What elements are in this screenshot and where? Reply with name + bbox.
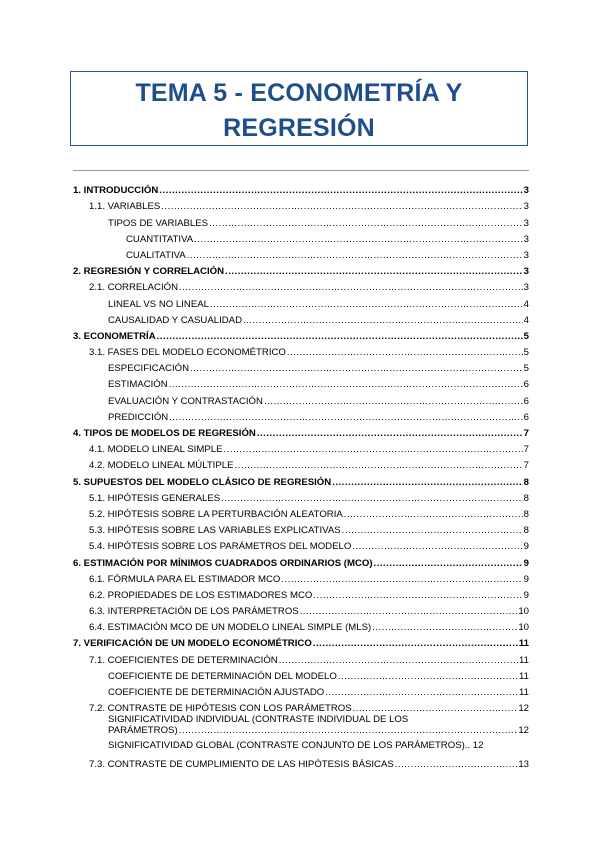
toc-entry-label: 3. ECONOMETRÍA — [73, 330, 156, 342]
toc-entry-page: 10 — [518, 622, 529, 634]
toc-entry-page: 8 — [523, 492, 529, 504]
toc-leader-dots — [300, 606, 518, 617]
toc-leader-dots — [179, 725, 518, 736]
toc-leader-dots — [313, 638, 518, 649]
toc-entry-page: 4 — [523, 298, 529, 310]
toc-entry-label: 5.3. HIPÓTESIS SOBRE LAS VARIABLES EXPLICATIVAS — [89, 525, 341, 537]
toc-entry-label: PREDICCIÓN — [108, 411, 169, 423]
toc-entry-page: 6 — [523, 395, 529, 407]
toc-entry[interactable] — [73, 455, 529, 471]
toc-entry[interactable] — [73, 714, 529, 740]
toc-entry-label: SIGNIFICATIVIDAD INDIVIDUAL (CONTRASTE INDIVIDUAL DE LOS — [108, 714, 409, 726]
toc-entry-label: 3.1. FASES DEL MODELO ECONOMÉTRICO — [89, 347, 286, 359]
toc-entry[interactable] — [73, 649, 529, 665]
toc-leader-dots — [169, 412, 522, 423]
toc-leader-dots — [353, 703, 518, 714]
toc-entry-label: ESTIMACIÓN — [108, 379, 168, 391]
toc-entry[interactable] — [73, 471, 529, 487]
toc-leader-dots — [225, 266, 523, 277]
toc-leader-dots — [338, 671, 518, 682]
document-title-line-2: REGRESIÓN — [223, 114, 375, 142]
toc-entry-page: 5 — [523, 347, 529, 359]
toc-leader-dots — [344, 509, 523, 520]
toc-entry-page: 12 — [518, 725, 529, 737]
toc-entry-page: 3 — [523, 282, 529, 294]
toc-entry-label: 7.2. CONTRASTE DE HIPÓTESIS CON LOS PARÁMETROS — [89, 703, 352, 715]
toc-entry-label: CAUSALIDAD Y CASUALIDAD — [108, 314, 243, 326]
toc-entry[interactable] — [73, 212, 529, 228]
toc-entry-page: 3 — [523, 233, 529, 245]
toc-entry[interactable] — [73, 277, 529, 293]
toc-leader-dots — [313, 590, 522, 601]
table-of-contents — [73, 180, 529, 770]
toc-entry[interactable] — [73, 569, 529, 585]
toc-entry[interactable] — [73, 180, 529, 196]
toc-leader-dots — [243, 315, 523, 326]
toc-leader-dots — [279, 655, 518, 666]
toc-leader-dots — [187, 250, 523, 261]
toc-entry-page: 5 — [523, 330, 529, 342]
toc-entry-label: 7. VERIFICACIÓN DE UN MODELO ECONOMÉTRICO — [73, 638, 312, 650]
toc-entry-label: 4.2. MODELO LINEAL MÚLTIPLE — [89, 460, 234, 472]
toc-entry-page: 3 — [523, 217, 529, 229]
toc-entry[interactable] — [73, 633, 529, 649]
toc-entry-label: CUANTITATIVA — [126, 233, 194, 245]
toc-entry-label: 7.3. CONTRASTE DE CUMPLIMIENTO DE LAS HIPÓTESIS BÁSICAS — [89, 759, 394, 771]
toc-leader-dots — [332, 477, 522, 488]
toc-leader-dots — [352, 541, 522, 552]
toc-entry[interactable] — [73, 536, 529, 552]
toc-entry[interactable] — [73, 407, 529, 423]
toc-entry[interactable] — [73, 585, 529, 601]
toc-entry-label: 2. REGRESIÓN Y CORRELACIÓN — [73, 266, 225, 278]
title-box — [70, 71, 528, 146]
toc-entry-page: 3 — [523, 266, 529, 278]
toc-entry-label: 6.2. PROPIEDADES DE LOS ESTIMADORES MCO — [89, 589, 313, 601]
toc-entry-page: 6 — [523, 379, 529, 391]
toc-entry[interactable] — [73, 617, 529, 633]
toc-entry-label: 4.1. MODELO LINEAL SIMPLE — [89, 444, 223, 456]
toc-entry[interactable] — [73, 229, 529, 245]
toc-entry-page: 9 — [523, 589, 529, 601]
toc-leader-dots — [325, 687, 518, 698]
toc-entry[interactable] — [73, 682, 529, 698]
toc-entry-page: 11 — [519, 687, 529, 698]
toc-leader-dots — [374, 558, 523, 569]
toc-entry-label: ESPECIFICACIÓN — [108, 363, 190, 375]
toc-entry-page: 12 — [518, 703, 529, 715]
toc-entry[interactable] — [73, 754, 529, 770]
toc-entry-page: 11 — [519, 654, 529, 666]
toc-entry-page: 8 — [523, 508, 529, 520]
toc-entry[interactable] — [73, 390, 529, 406]
toc-entry[interactable] — [73, 439, 529, 455]
toc-leader-dots — [210, 299, 523, 310]
toc-leader-dots — [281, 574, 522, 585]
toc-entry-page: 10 — [518, 606, 529, 618]
toc-entry[interactable] — [73, 504, 529, 520]
toc-entry[interactable] — [73, 293, 529, 309]
toc-entry-label: 5.1. HIPÓTESIS GENERALES — [89, 492, 221, 504]
toc-entry-label-continued: PARÁMETROS) — [108, 725, 178, 737]
toc-entry[interactable] — [73, 552, 529, 568]
toc-entry-page: 9 — [523, 557, 529, 569]
toc-entry[interactable] — [73, 342, 529, 358]
toc-entry-label: TIPOS DE VARIABLES — [108, 217, 209, 229]
toc-leader-dots — [169, 379, 523, 390]
toc-leader-dots — [372, 622, 517, 633]
toc-entry-page: 12 — [472, 740, 484, 752]
toc-entry[interactable] — [73, 488, 529, 504]
toc-leader-dots — [264, 396, 523, 407]
toc-leader-dots — [161, 201, 522, 212]
toc-entry[interactable] — [73, 740, 529, 754]
toc-entry-label: 5. SUPUESTOS DEL MODELO CLÁSICO DE REGRESIÓN — [73, 476, 332, 488]
document-title-line-1: TEMA 5 - ECONOMETRÍA Y — [135, 79, 463, 107]
toc-entry-label: 6.4. ESTIMACIÓN MCO DE UN MODELO LINEAL SIMPLE (MLS) — [89, 622, 372, 634]
toc-leader-dots — [209, 218, 523, 229]
toc-leader-dots — [159, 185, 522, 196]
toc-entry-label: 6.3. INTERPRETACIÓN DE LOS PARÁMETROS — [89, 606, 299, 618]
toc-entry-label: 6. ESTIMACIÓN POR MÍNIMOS CUADRADOS ORDINARIOS (MCO) — [73, 557, 373, 569]
toc-entry-label: SIGNIFICATIVIDAD GLOBAL (CONTRASTE CONJUNTO DE LOS PARÁMETROS).. — [108, 740, 471, 752]
toc-entry-page: 9 — [523, 573, 529, 585]
toc-entry-label: 5.4. HIPÓTESIS SOBRE LOS PARÁMETROS DEL MODELO — [89, 541, 352, 553]
toc-entry[interactable] — [73, 196, 529, 212]
toc-entry-label: LINEAL VS NO LINEAL — [108, 298, 209, 310]
toc-entry-label: EVALUACIÓN Y CONTRASTACIÓN — [108, 395, 263, 407]
toc-entry-page: 11 — [519, 670, 529, 682]
toc-entry[interactable] — [73, 326, 529, 342]
toc-entry-page: 7 — [523, 460, 529, 472]
toc-entry-label: 1. INTRODUCCIÓN — [73, 185, 159, 197]
toc-leader-dots — [257, 428, 523, 439]
toc-leader-dots — [194, 234, 523, 245]
toc-entry[interactable] — [73, 423, 529, 439]
toc-entry-label: CUALITATIVA — [126, 249, 186, 261]
toc-entry-page: 8 — [523, 476, 529, 488]
toc-entry[interactable] — [73, 374, 529, 390]
toc-entry[interactable] — [73, 666, 529, 682]
toc-entry-page: 7 — [523, 444, 529, 456]
toc-leader-dots — [223, 444, 522, 455]
toc-entry[interactable] — [73, 520, 529, 536]
toc-entry-label: 5.2. HIPÓTESIS SOBRE LA PERTURBACIÓN ALEATORIA — [89, 508, 343, 520]
toc-entry-label: COEFICIENTE DE DETERMINACIÓN AJUSTADO — [108, 687, 325, 698]
toc-entry-page: 11 — [518, 638, 529, 650]
toc-entry-page: 6 — [523, 411, 529, 423]
toc-entry-page: 3 — [523, 249, 529, 261]
toc-leader-dots — [235, 460, 523, 471]
divider — [73, 170, 529, 171]
toc-entry[interactable] — [73, 358, 529, 374]
toc-entry[interactable] — [73, 698, 529, 714]
toc-leader-dots — [190, 363, 523, 374]
toc-entry-page: 4 — [523, 314, 529, 326]
toc-entry-page: 5 — [523, 363, 529, 375]
toc-leader-dots — [342, 525, 523, 536]
toc-entry-page: 13 — [518, 759, 529, 771]
toc-entry-label: 4. TIPOS DE MODELOS DE REGRESIÓN — [73, 428, 256, 439]
toc-entry-page: 3 — [523, 185, 529, 197]
toc-entry-label: COEFICIENTE DE DETERMINACIÓN DEL MODELO — [108, 670, 337, 682]
toc-entry-label: 7.1. COEFICIENTES DE DETERMINACIÓN — [89, 654, 278, 666]
toc-leader-dots — [395, 759, 518, 770]
toc-entry-page: 7 — [523, 428, 529, 439]
toc-leader-dots — [221, 493, 522, 504]
toc-leader-dots — [157, 331, 523, 342]
toc-entry[interactable] — [73, 310, 529, 326]
toc-entry[interactable] — [73, 245, 529, 261]
toc-leader-dots — [287, 347, 523, 358]
toc-entry-page: 3 — [523, 201, 529, 213]
toc-entry-page: 9 — [523, 541, 529, 553]
toc-entry-page: 8 — [523, 525, 529, 537]
toc-entry[interactable] — [73, 601, 529, 617]
toc-entry-label: 1.1. VARIABLES — [89, 201, 161, 213]
toc-leader-dots — [179, 282, 523, 293]
toc-entry[interactable] — [73, 261, 529, 277]
toc-entry-label: 2.1. CORRELACIÓN — [89, 282, 179, 294]
toc-entry-label: 6.1. FÓRMULA PARA EL ESTIMADOR MCO — [89, 573, 281, 585]
